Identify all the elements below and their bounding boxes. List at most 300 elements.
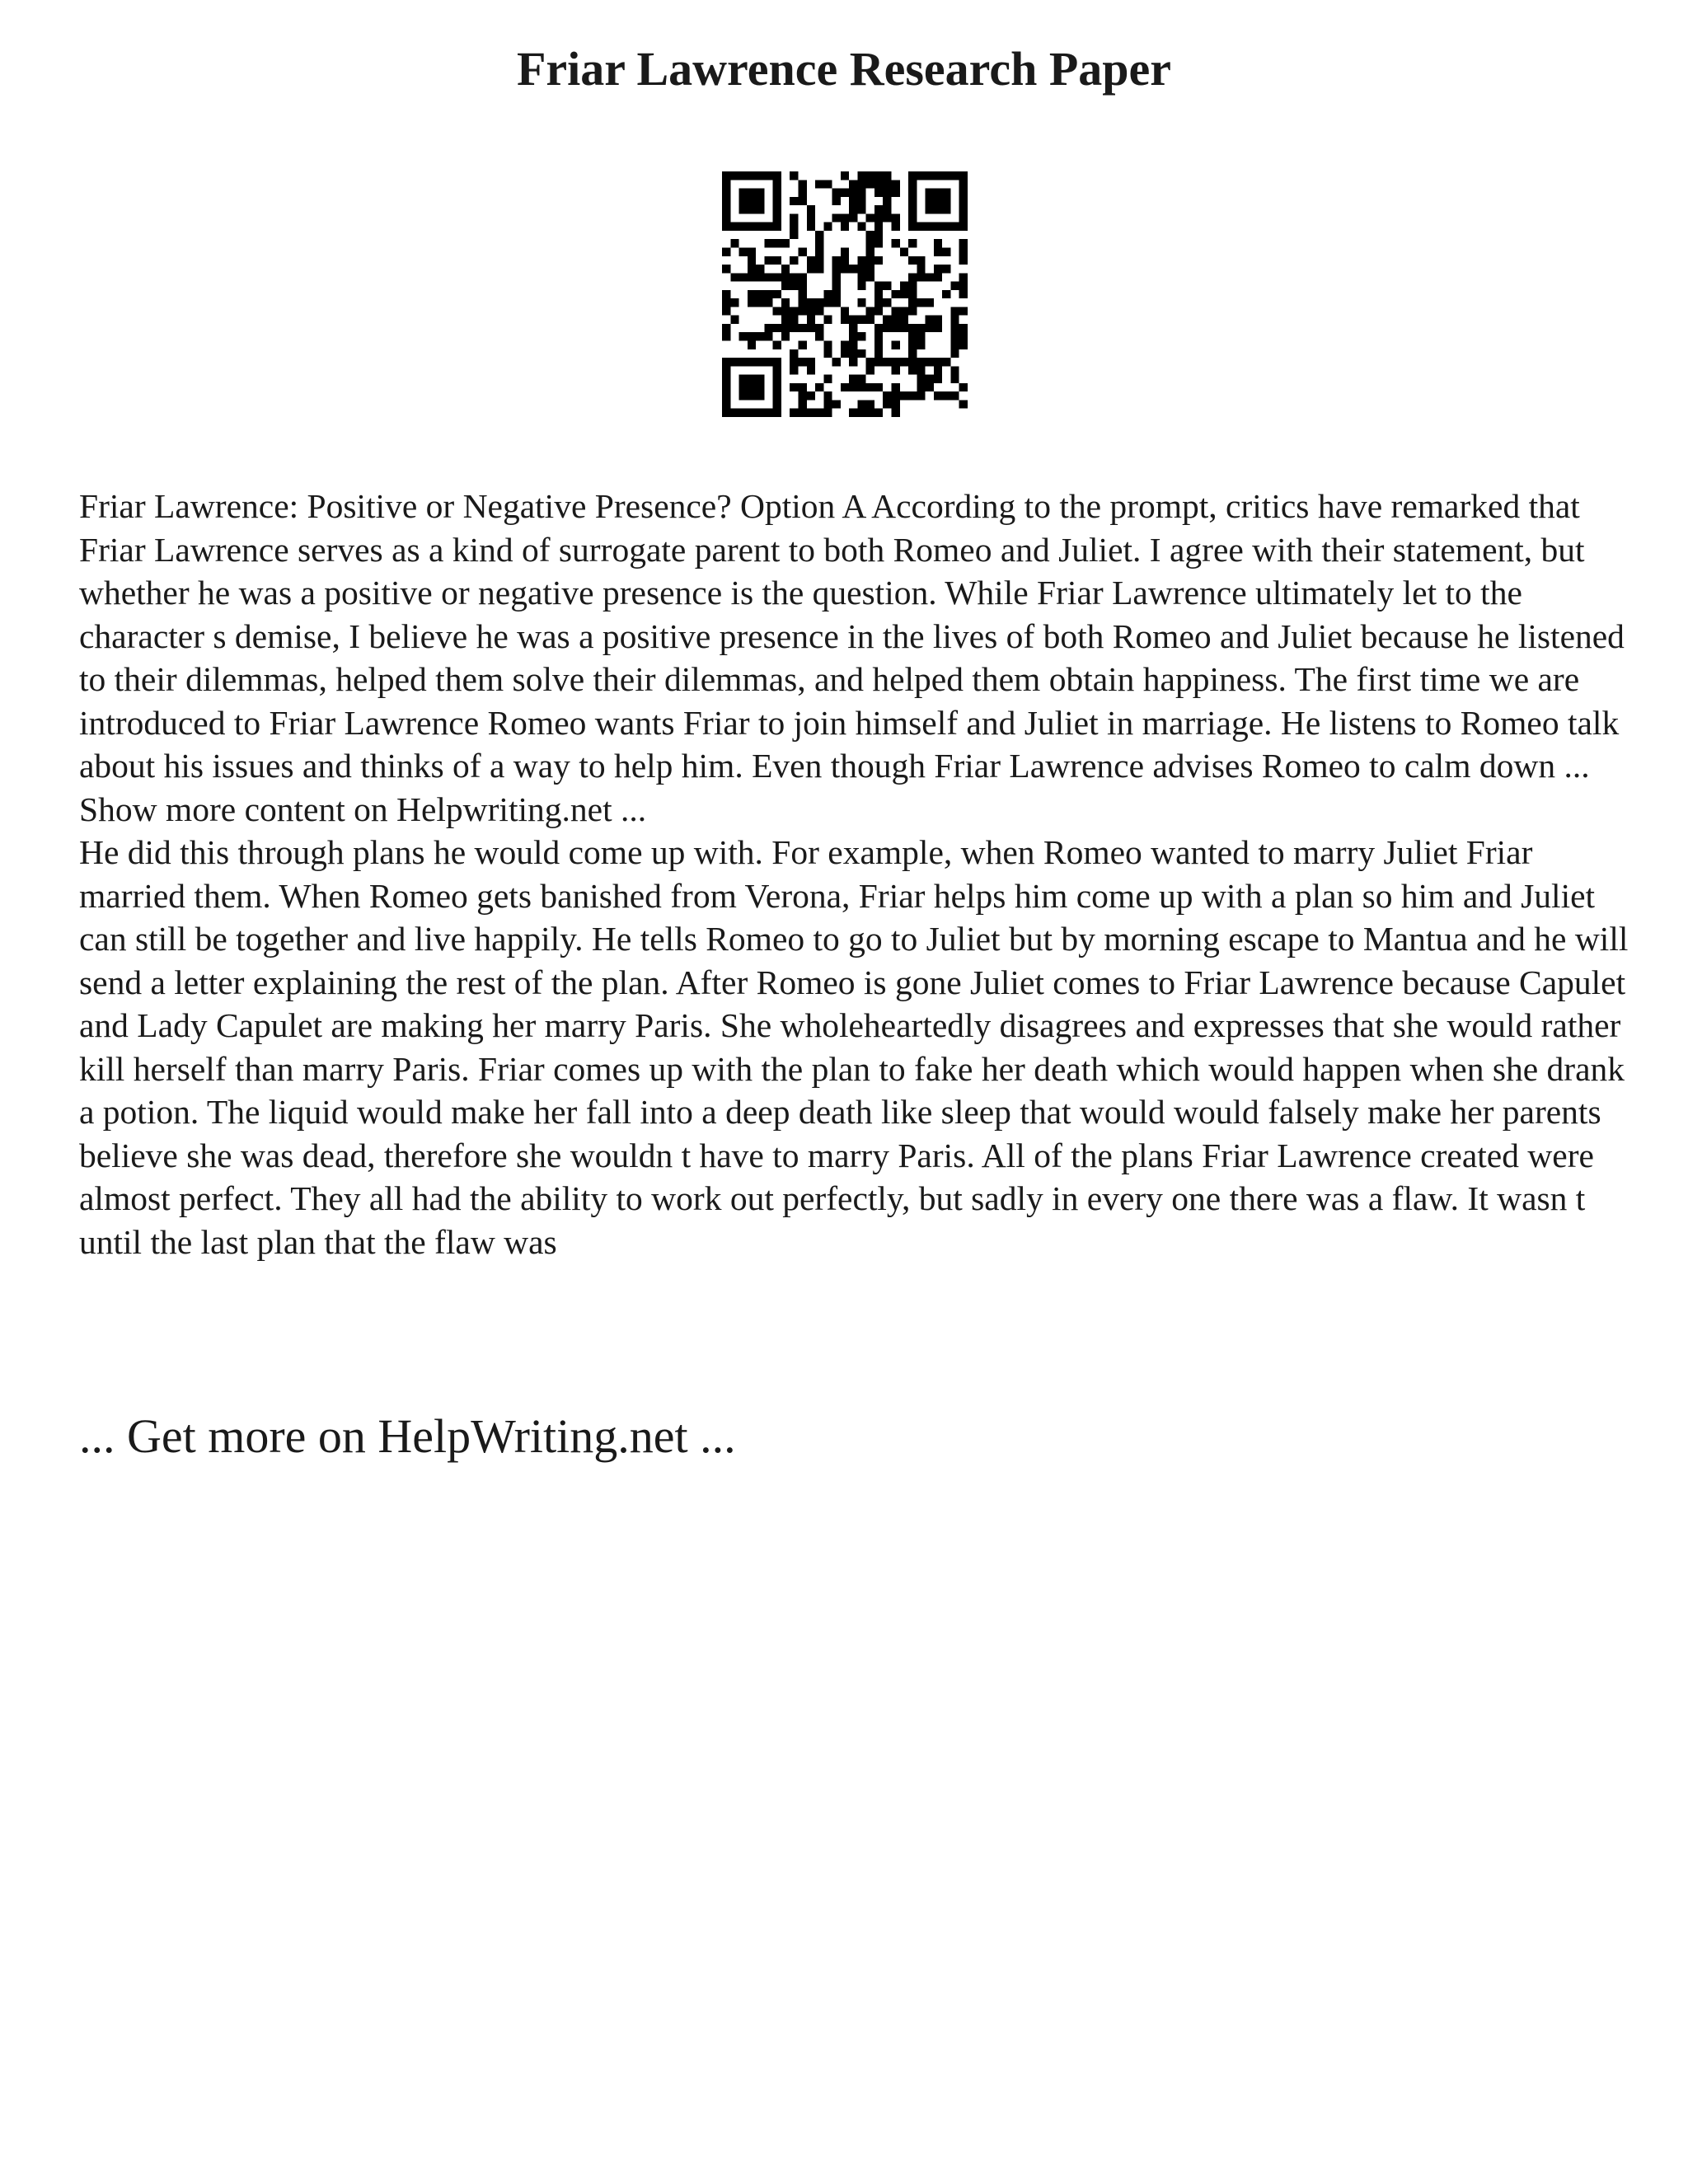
qr-module bbox=[950, 324, 959, 332]
qr-module bbox=[798, 273, 806, 281]
qr-module bbox=[773, 383, 781, 391]
qr-module bbox=[790, 316, 798, 324]
qr-module bbox=[722, 247, 730, 255]
qr-module bbox=[790, 223, 798, 231]
qr-module bbox=[756, 223, 764, 231]
qr-module bbox=[773, 366, 781, 374]
qr-module bbox=[908, 290, 917, 298]
qr-module bbox=[815, 324, 823, 332]
qr-module bbox=[756, 197, 764, 205]
qr-module bbox=[756, 332, 764, 340]
qr-module bbox=[730, 316, 738, 324]
qr-module bbox=[900, 290, 908, 298]
qr-module bbox=[874, 298, 883, 307]
qr-module bbox=[959, 180, 968, 188]
qr-module bbox=[773, 180, 781, 188]
qr-module bbox=[917, 391, 925, 400]
qr-module bbox=[841, 349, 849, 358]
qr-module bbox=[790, 213, 798, 222]
qr-module bbox=[874, 358, 883, 366]
qr-module bbox=[866, 180, 874, 188]
qr-module bbox=[908, 307, 917, 315]
qr-module bbox=[773, 213, 781, 222]
qr-module bbox=[764, 223, 772, 231]
qr-module bbox=[756, 171, 764, 180]
qr-module bbox=[917, 375, 925, 383]
qr-module bbox=[764, 239, 772, 247]
qr-module bbox=[815, 231, 823, 239]
qr-module bbox=[857, 171, 865, 180]
essay-body bbox=[79, 485, 1629, 1263]
qr-module bbox=[773, 197, 781, 205]
qr-module bbox=[883, 358, 891, 366]
qr-module bbox=[748, 265, 756, 273]
qr-module bbox=[950, 332, 959, 340]
qr-module bbox=[773, 324, 781, 332]
get-more-link[interactable]: ... Get more on HelpWriting.net ... bbox=[79, 1409, 736, 1463]
qr-module bbox=[823, 391, 832, 400]
qr-module bbox=[950, 341, 959, 349]
qr-module bbox=[756, 358, 764, 366]
qr-module bbox=[764, 298, 772, 307]
qr-module bbox=[959, 332, 968, 340]
qr-module bbox=[832, 298, 841, 307]
qr-module bbox=[926, 383, 934, 391]
qr-module bbox=[866, 171, 874, 180]
qr-module bbox=[815, 332, 823, 340]
qr-module bbox=[815, 383, 823, 391]
qr-module bbox=[874, 324, 883, 332]
qr-module bbox=[874, 213, 883, 222]
qr-module bbox=[781, 307, 790, 315]
qr-module bbox=[934, 375, 942, 383]
qr-module bbox=[857, 375, 865, 383]
qr-module bbox=[790, 307, 798, 315]
qr-module bbox=[917, 358, 925, 366]
qr-module bbox=[942, 265, 950, 273]
qr-module bbox=[917, 273, 925, 281]
qr-module bbox=[748, 171, 756, 180]
qr-module bbox=[722, 197, 730, 205]
qr-module bbox=[764, 358, 772, 366]
qr-module bbox=[798, 341, 806, 349]
qr-module bbox=[739, 197, 748, 205]
qr-module bbox=[748, 298, 756, 307]
qr-module bbox=[950, 391, 959, 400]
qr-module bbox=[773, 223, 781, 231]
qr-module bbox=[798, 197, 806, 205]
qr-module bbox=[849, 316, 857, 324]
qr-module bbox=[773, 307, 781, 315]
qr-module bbox=[739, 273, 748, 281]
qr-module bbox=[934, 366, 942, 374]
qr-module bbox=[798, 298, 806, 307]
qr-module bbox=[748, 383, 756, 391]
qr-module bbox=[917, 223, 925, 231]
qr-module bbox=[959, 213, 968, 222]
qr-module bbox=[722, 375, 730, 383]
qr-module bbox=[748, 375, 756, 383]
essay-paragraph-2: He did this through plans he would come up with. For example, when Romeo wanted to marry Juliet Friar married them. When Romeo gets banished from Verona, Friar helps him come up with a plan so him and Juliet can still be together and live happily. He tells Romeo to go to Juliet but by morning escape to Mantua and he will send a letter explaining the rest of the plan. After Romeo is gone Juliet comes to Friar Lawrence because Capulet and Lady Capulet are making her marry Paris. She wholeheartedly disagrees and expresses that she would rather kill herself than marry Paris. Friar comes up with the plan to fake her death which would happen when she drank a potion. The liquid would make her fall into a deep death like sleep that would would falsely make her parents believe she was dead, therefore she wouldn t have to marry Paris. All of the plans Friar Lawrence created were almost perfect. They all had the ability to work out perfectly, but sadly in every one there was a flaw. It wasn t until the last plan that the flaw was bbox=[79, 833, 1629, 1261]
qr-module bbox=[781, 239, 790, 247]
qr-module bbox=[857, 223, 865, 231]
qr-module bbox=[798, 307, 806, 315]
qr-module bbox=[900, 247, 908, 255]
qr-module bbox=[942, 391, 950, 400]
qr-module bbox=[807, 213, 815, 222]
qr-module bbox=[773, 341, 781, 349]
qr-module bbox=[832, 265, 841, 273]
qr-module bbox=[756, 298, 764, 307]
qr-module bbox=[764, 171, 772, 180]
qr-module bbox=[950, 375, 959, 383]
qr-module bbox=[874, 332, 883, 340]
qr-module bbox=[857, 265, 865, 273]
qr-module bbox=[739, 358, 748, 366]
qr-module bbox=[950, 171, 959, 180]
qr-module bbox=[950, 223, 959, 231]
qr-module bbox=[917, 366, 925, 374]
qr-module bbox=[739, 375, 748, 383]
qr-module bbox=[748, 332, 756, 340]
qr-module bbox=[866, 307, 874, 315]
qr-module bbox=[934, 391, 942, 400]
qr-module bbox=[934, 223, 942, 231]
qr-module bbox=[748, 247, 756, 255]
qr-module bbox=[926, 197, 934, 205]
qr-module bbox=[773, 239, 781, 247]
qr-module bbox=[908, 324, 917, 332]
qr-module bbox=[748, 409, 756, 417]
qr-module bbox=[934, 273, 942, 281]
qr-module bbox=[807, 205, 815, 213]
qr-module bbox=[874, 307, 883, 315]
qr-module bbox=[892, 391, 900, 400]
qr-module bbox=[815, 298, 823, 307]
qr-module bbox=[900, 324, 908, 332]
qr-module bbox=[722, 223, 730, 231]
qr-module bbox=[781, 324, 790, 332]
qr-module bbox=[739, 171, 748, 180]
qr-module bbox=[908, 180, 917, 188]
qr-module bbox=[866, 383, 874, 391]
qr-module bbox=[866, 213, 874, 222]
qr-module bbox=[883, 213, 891, 222]
qr-module bbox=[892, 307, 900, 315]
qr-module bbox=[730, 223, 738, 231]
qr-module bbox=[781, 298, 790, 307]
qr-module bbox=[807, 265, 815, 273]
qr-module bbox=[739, 391, 748, 400]
qr-module bbox=[773, 400, 781, 408]
qr-module bbox=[798, 247, 806, 255]
qr-module bbox=[798, 358, 806, 366]
qr-module bbox=[790, 366, 798, 374]
qr-code bbox=[722, 171, 968, 417]
qr-module bbox=[934, 247, 942, 255]
qr-module bbox=[917, 324, 925, 332]
qr-module bbox=[874, 256, 883, 265]
qr-module bbox=[857, 197, 865, 205]
qr-module bbox=[849, 180, 857, 188]
qr-module bbox=[739, 189, 748, 197]
qr-module bbox=[874, 189, 883, 197]
qr-module bbox=[832, 273, 841, 281]
qr-module bbox=[798, 391, 806, 400]
qr-module bbox=[790, 409, 798, 417]
qr-module bbox=[866, 400, 874, 408]
qr-module bbox=[866, 273, 874, 281]
page-title: Friar Lawrence Research Paper bbox=[516, 42, 1172, 96]
qr-module bbox=[798, 189, 806, 197]
qr-module bbox=[790, 383, 798, 391]
qr-module bbox=[908, 223, 917, 231]
qr-module bbox=[959, 239, 968, 247]
qr-module bbox=[722, 265, 730, 273]
qr-module bbox=[773, 189, 781, 197]
qr-module bbox=[908, 171, 917, 180]
qr-module bbox=[823, 290, 832, 298]
qr-module bbox=[781, 265, 790, 273]
qr-module bbox=[874, 180, 883, 188]
qr-module bbox=[857, 400, 865, 408]
qr-module bbox=[892, 213, 900, 222]
qr-module bbox=[815, 265, 823, 273]
qr-module bbox=[959, 171, 968, 180]
qr-module bbox=[883, 282, 891, 290]
qr-code-icon bbox=[722, 171, 968, 417]
qr-module bbox=[883, 400, 891, 408]
qr-module bbox=[722, 332, 730, 340]
qr-module bbox=[866, 231, 874, 239]
qr-module bbox=[764, 409, 772, 417]
qr-module bbox=[764, 290, 772, 298]
qr-module bbox=[934, 189, 942, 197]
qr-module bbox=[790, 256, 798, 265]
qr-module bbox=[926, 324, 934, 332]
qr-module bbox=[934, 316, 942, 324]
qr-module bbox=[739, 332, 748, 340]
qr-module bbox=[950, 349, 959, 358]
qr-module bbox=[857, 205, 865, 213]
qr-module bbox=[926, 316, 934, 324]
qr-module bbox=[866, 366, 874, 374]
qr-module bbox=[942, 189, 950, 197]
qr-module bbox=[849, 205, 857, 213]
qr-module bbox=[866, 256, 874, 265]
qr-module bbox=[823, 180, 832, 188]
qr-module bbox=[773, 171, 781, 180]
qr-module bbox=[926, 375, 934, 383]
qr-module bbox=[900, 307, 908, 315]
qr-module bbox=[926, 273, 934, 281]
qr-module bbox=[739, 247, 748, 255]
qr-module bbox=[815, 239, 823, 247]
qr-module bbox=[849, 358, 857, 366]
qr-module bbox=[790, 349, 798, 358]
qr-module bbox=[832, 213, 841, 222]
qr-module bbox=[926, 298, 934, 307]
qr-module bbox=[823, 316, 832, 324]
qr-module bbox=[857, 256, 865, 265]
qr-module bbox=[900, 282, 908, 290]
qr-module bbox=[874, 349, 883, 358]
qr-module bbox=[857, 298, 865, 307]
qr-module bbox=[841, 341, 849, 349]
qr-module bbox=[908, 298, 917, 307]
qr-module bbox=[866, 239, 874, 247]
qr-module bbox=[866, 316, 874, 324]
qr-module bbox=[748, 197, 756, 205]
qr-module bbox=[926, 189, 934, 197]
qr-module bbox=[756, 409, 764, 417]
qr-module bbox=[942, 290, 950, 298]
qr-module bbox=[857, 409, 865, 417]
qr-module bbox=[832, 290, 841, 298]
qr-module bbox=[773, 290, 781, 298]
qr-module bbox=[883, 316, 891, 324]
qr-module bbox=[764, 273, 772, 281]
qr-module bbox=[917, 383, 925, 391]
qr-module bbox=[883, 180, 891, 188]
qr-module bbox=[849, 375, 857, 383]
qr-module bbox=[874, 171, 883, 180]
qr-module bbox=[934, 239, 942, 247]
qr-module bbox=[756, 375, 764, 383]
qr-module bbox=[790, 324, 798, 332]
qr-module bbox=[942, 223, 950, 231]
qr-module bbox=[917, 332, 925, 340]
qr-module bbox=[857, 316, 865, 324]
qr-module bbox=[874, 409, 883, 417]
qr-module bbox=[874, 239, 883, 247]
qr-module bbox=[959, 307, 968, 315]
qr-module bbox=[926, 171, 934, 180]
qr-module bbox=[748, 391, 756, 400]
qr-module bbox=[739, 223, 748, 231]
qr-module bbox=[849, 332, 857, 340]
qr-module bbox=[857, 282, 865, 290]
qr-module bbox=[756, 189, 764, 197]
qr-module bbox=[832, 358, 841, 366]
qr-module bbox=[790, 171, 798, 180]
qr-module bbox=[934, 324, 942, 332]
qr-module bbox=[917, 341, 925, 349]
qr-module bbox=[959, 247, 968, 255]
qr-module bbox=[722, 391, 730, 400]
qr-module bbox=[748, 223, 756, 231]
qr-module bbox=[832, 400, 841, 408]
qr-module bbox=[849, 324, 857, 332]
qr-module bbox=[722, 189, 730, 197]
qr-module bbox=[781, 332, 790, 340]
qr-module bbox=[917, 256, 925, 265]
qr-module bbox=[959, 324, 968, 332]
qr-module bbox=[892, 409, 900, 417]
qr-module bbox=[798, 180, 806, 188]
qr-module bbox=[832, 189, 841, 197]
qr-module bbox=[748, 273, 756, 281]
qr-module bbox=[849, 383, 857, 391]
qr-module bbox=[908, 349, 917, 358]
qr-module bbox=[773, 205, 781, 213]
qr-module bbox=[807, 358, 815, 366]
qr-module bbox=[917, 171, 925, 180]
qr-module bbox=[942, 205, 950, 213]
qr-module bbox=[908, 341, 917, 349]
qr-module bbox=[841, 383, 849, 391]
qr-module bbox=[722, 366, 730, 374]
qr-module bbox=[841, 189, 849, 197]
qr-module bbox=[722, 180, 730, 188]
qr-module bbox=[798, 282, 806, 290]
qr-module bbox=[756, 290, 764, 298]
qr-module bbox=[807, 223, 815, 231]
qr-module bbox=[908, 189, 917, 197]
qr-module bbox=[959, 341, 968, 349]
qr-module bbox=[883, 189, 891, 197]
qr-module bbox=[950, 282, 959, 290]
qr-module bbox=[764, 324, 772, 332]
qr-module bbox=[722, 409, 730, 417]
qr-module bbox=[849, 189, 857, 197]
qr-module bbox=[866, 409, 874, 417]
qr-module bbox=[823, 341, 832, 349]
qr-module bbox=[807, 324, 815, 332]
qr-module bbox=[773, 391, 781, 400]
qr-module bbox=[748, 205, 756, 213]
qr-module bbox=[730, 298, 738, 307]
qr-module bbox=[722, 213, 730, 222]
qr-module bbox=[908, 358, 917, 366]
qr-module bbox=[883, 324, 891, 332]
qr-module bbox=[908, 213, 917, 222]
qr-module bbox=[892, 400, 900, 408]
qr-module bbox=[849, 349, 857, 358]
qr-module bbox=[773, 273, 781, 281]
qr-module bbox=[908, 332, 917, 340]
qr-module bbox=[722, 171, 730, 180]
qr-module bbox=[959, 256, 968, 265]
qr-module bbox=[748, 256, 756, 265]
qr-module bbox=[934, 197, 942, 205]
qr-module bbox=[807, 409, 815, 417]
qr-module bbox=[722, 298, 730, 307]
qr-module bbox=[823, 409, 832, 417]
qr-module bbox=[730, 358, 738, 366]
qr-module bbox=[900, 358, 908, 366]
qr-module bbox=[883, 197, 891, 205]
qr-module bbox=[959, 400, 968, 408]
qr-module bbox=[849, 197, 857, 205]
qr-module bbox=[908, 366, 917, 374]
qr-module bbox=[815, 256, 823, 265]
qr-module bbox=[815, 180, 823, 188]
qr-module bbox=[950, 307, 959, 315]
qr-module bbox=[756, 391, 764, 400]
qr-module bbox=[874, 341, 883, 349]
qr-module bbox=[934, 358, 942, 366]
qr-module bbox=[959, 197, 968, 205]
qr-module bbox=[857, 349, 865, 358]
qr-module bbox=[874, 282, 883, 290]
qr-module bbox=[832, 256, 841, 265]
qr-module bbox=[722, 400, 730, 408]
qr-module bbox=[866, 247, 874, 255]
qr-module bbox=[790, 273, 798, 281]
qr-module bbox=[908, 256, 917, 265]
qr-module bbox=[823, 223, 832, 231]
